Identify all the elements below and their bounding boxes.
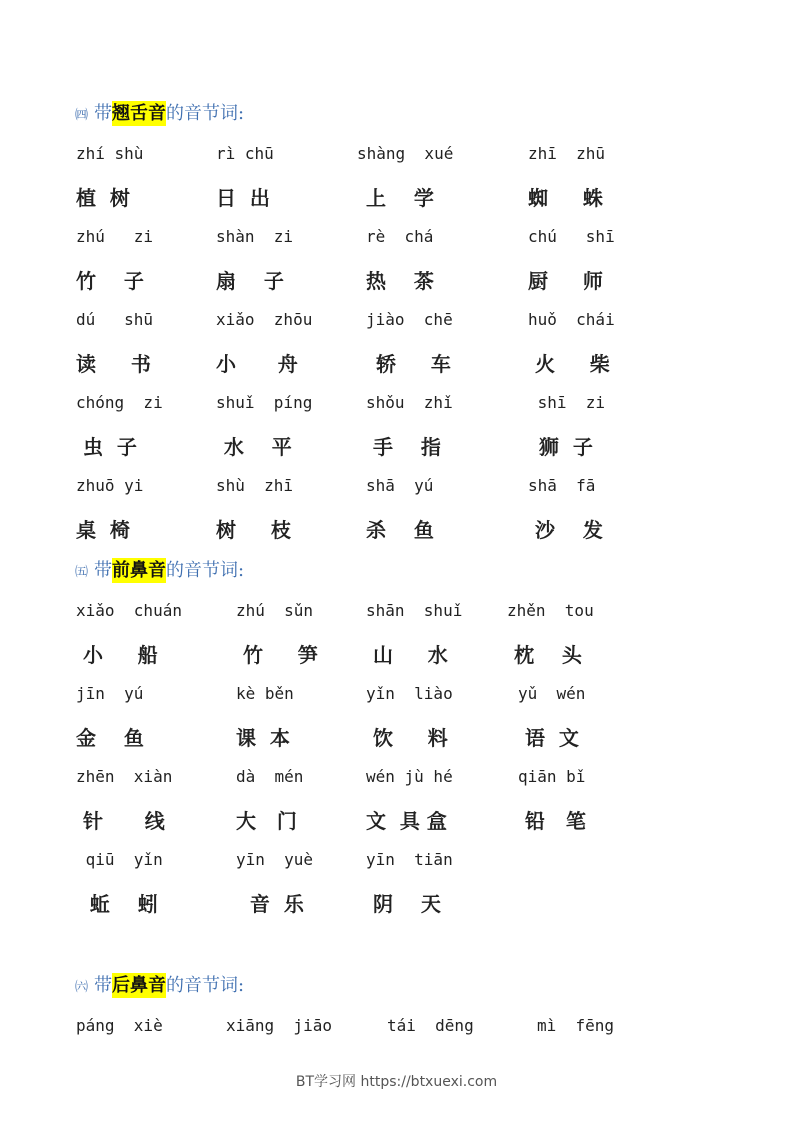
heading-prefix: 带 — [94, 975, 113, 996]
hanzi-word: 读 书 — [76, 352, 151, 376]
pinyin-word: shān shuǐ — [366, 601, 463, 620]
pinyin-word: shǒu zhǐ — [366, 393, 453, 412]
hanzi-word: 文 具 盒 — [366, 809, 447, 833]
pinyin-word: xiǎo zhōu — [216, 310, 313, 329]
pinyin-row — [0, 227, 793, 257]
hanzi-word: 轿 车 — [376, 352, 451, 376]
pinyin-word: zhú sǔn — [236, 601, 314, 620]
pinyin-word: xiǎo chuán — [76, 601, 182, 620]
pinyin-word: shàn zi — [216, 227, 294, 246]
pinyin-word: wén jù hé — [366, 767, 453, 786]
heading-highlight: 前鼻音 — [112, 560, 167, 581]
heading-suffix: 的音节词: — [166, 975, 245, 996]
pinyin-word: yǔ wén — [518, 684, 586, 703]
hanzi-word: 针 线 — [76, 809, 165, 833]
heading-prefix: 带 — [94, 103, 113, 124]
hanzi-word: 竹 笋 — [236, 643, 318, 667]
pinyin-word: qiū yǐn — [76, 850, 163, 869]
pinyin-word: chóng zi — [76, 393, 163, 412]
hanzi-row — [0, 805, 793, 835]
hanzi-row — [0, 265, 793, 295]
hanzi-row — [0, 431, 793, 461]
hanzi-word: 金 鱼 — [76, 726, 144, 750]
hanzi-word: 手 指 — [366, 435, 441, 459]
pinyin-word: zhēn xiàn — [76, 767, 173, 786]
pinyin-word: xiāng jiāo — [226, 1016, 332, 1035]
pinyin-word: shù zhī — [216, 476, 294, 495]
hanzi-word: 植 树 — [76, 186, 130, 210]
pinyin-word: shī zi — [528, 393, 606, 412]
section-number: ㈤ — [75, 565, 89, 580]
hanzi-word: 杀 鱼 — [366, 518, 434, 542]
pinyin-word: dú shū — [76, 310, 154, 329]
pinyin-word: qiān bǐ — [518, 767, 586, 786]
hanzi-word: 小 船 — [76, 643, 158, 667]
section-heading-4 — [75, 99, 244, 125]
pinyin-word: yīn tiān — [366, 850, 453, 869]
heading-highlight: 后鼻音 — [112, 975, 167, 996]
hanzi-word: 山 水 — [366, 643, 448, 667]
hanzi-word: 枕 头 — [507, 643, 582, 667]
pinyin-word: chú shī — [528, 227, 615, 246]
pinyin-word: zhěn tou — [507, 601, 594, 620]
hanzi-word: 蚯 蚓 — [76, 892, 158, 916]
hanzi-word: 音 乐 — [236, 892, 304, 916]
pinyin-row — [0, 393, 793, 423]
hanzi-word: 扇 子 — [216, 269, 284, 293]
hanzi-word: 大 门 — [236, 809, 297, 833]
pinyin-word: rì chū — [216, 144, 274, 163]
hanzi-row — [0, 639, 793, 669]
pinyin-word: shā fā — [528, 476, 596, 495]
hanzi-word: 沙 发 — [528, 518, 603, 542]
pinyin-row — [0, 601, 793, 631]
hanzi-word: 课 本 — [236, 726, 290, 750]
heading-prefix: 带 — [94, 560, 113, 581]
pinyin-word: dà mén — [236, 767, 304, 786]
section-number: ㈣ — [75, 108, 89, 123]
footer-watermark: BT学习网 https://btxuexi.com — [295, 1074, 498, 1090]
hanzi-word: 火 柴 — [528, 352, 610, 376]
hanzi-word: 小 舟 — [216, 352, 298, 376]
hanzi-word: 树 枝 — [216, 518, 291, 542]
pinyin-word: zhú zi — [76, 227, 154, 246]
section-heading-6 — [75, 971, 244, 997]
hanzi-word: 热 茶 — [366, 269, 434, 293]
hanzi-word: 蜘 蛛 — [528, 186, 603, 210]
hanzi-word: 上 学 — [366, 186, 434, 210]
heading-suffix: 的音节词: — [166, 103, 245, 124]
pinyin-word: rè chá — [366, 227, 434, 246]
hanzi-word: 水 平 — [210, 435, 292, 459]
hanzi-word: 语 文 — [518, 726, 579, 750]
hanzi-word: 竹 子 — [76, 269, 144, 293]
hanzi-word: 虫 子 — [76, 435, 137, 459]
pinyin-word: zhí shù — [76, 144, 144, 163]
hanzi-word: 桌 椅 — [76, 518, 130, 542]
hanzi-word: 阴 天 — [366, 892, 441, 916]
pinyin-word: shàng xué — [357, 144, 454, 163]
pinyin-word: jīn yú — [76, 684, 144, 703]
heading-suffix: 的音节词: — [166, 560, 245, 581]
pinyin-row — [0, 144, 793, 174]
pinyin-word: yīn yuè — [236, 850, 314, 869]
hanzi-word: 厨 师 — [528, 269, 603, 293]
hanzi-word: 铅 笔 — [518, 809, 586, 833]
pinyin-word: páng xiè — [76, 1016, 163, 1035]
pinyin-word: huǒ chái — [528, 310, 615, 329]
pinyin-word: mì fēng — [537, 1016, 615, 1035]
pinyin-row — [0, 850, 793, 880]
pinyin-row — [0, 767, 793, 797]
heading-highlight: 翘舌音 — [112, 103, 167, 124]
pinyin-word: jiào chē — [366, 310, 453, 329]
pinyin-row — [0, 476, 793, 506]
hanzi-row — [0, 348, 793, 378]
hanzi-word: 日 出 — [216, 186, 270, 210]
pinyin-row — [0, 310, 793, 340]
hanzi-row — [0, 514, 793, 544]
hanzi-row — [0, 888, 793, 918]
pinyin-row — [0, 1016, 793, 1046]
section-number: ㈥ — [75, 980, 89, 995]
pinyin-word: zhuō yi — [76, 476, 144, 495]
pinyin-word: shuǐ píng — [216, 393, 313, 412]
pinyin-word: yǐn liào — [366, 684, 453, 703]
pinyin-word: tái dēng — [387, 1016, 474, 1035]
hanzi-word: 饮 料 — [366, 726, 448, 750]
hanzi-row — [0, 182, 793, 212]
hanzi-row — [0, 722, 793, 752]
pinyin-word: zhī zhū — [528, 144, 606, 163]
hanzi-word: 狮 子 — [525, 435, 593, 459]
pinyin-row — [0, 684, 793, 714]
pinyin-word: kè běn — [236, 684, 294, 703]
section-heading-5 — [75, 556, 244, 582]
pinyin-word: shā yú — [366, 476, 434, 495]
